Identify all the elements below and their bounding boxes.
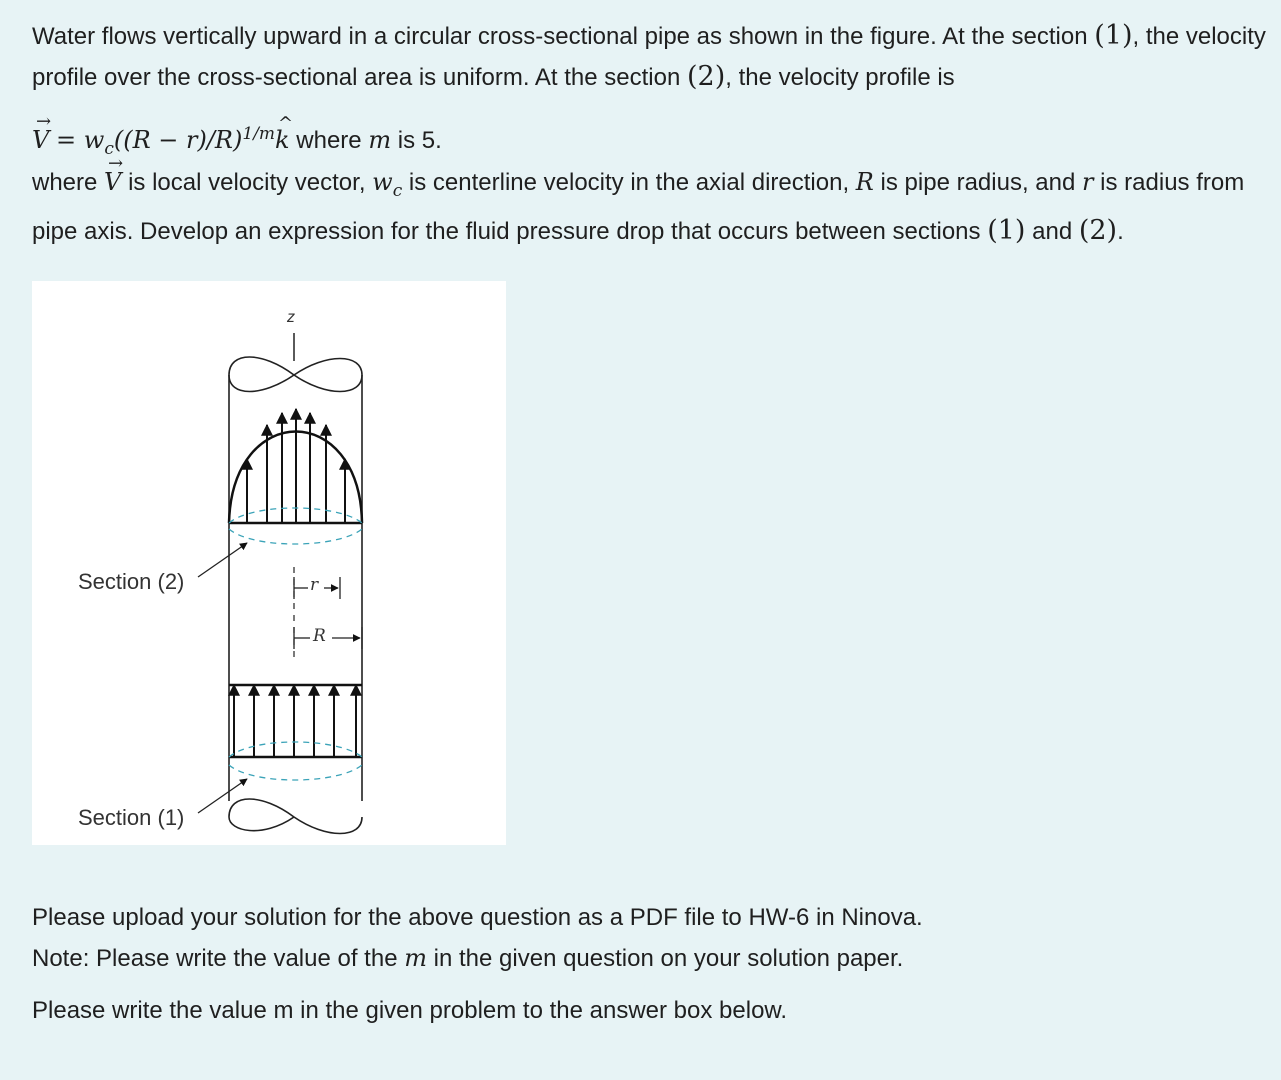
question-text: is pipe radius, and <box>880 169 1076 196</box>
section2-leader <box>198 543 247 577</box>
r-dimension-label: r <box>310 575 319 595</box>
section-ref: (1) <box>987 214 1026 246</box>
radius-symbol: r <box>1082 168 1094 196</box>
question-paragraph-1 <box>32 16 1272 98</box>
answer-box-instruction: Please write the value m in the given problem to the answer box below. <box>32 997 788 1024</box>
subscript-c: c <box>104 138 114 159</box>
centerline-velocity-symbol: w <box>83 126 105 154</box>
question-text: is radius from pipe axis. Develop an expression for the fluid pressure drop that occurs between sections <box>32 169 1245 245</box>
section-ref: (2) <box>1078 214 1118 246</box>
question-text: , the velocity profile over the cross-sectional area is uniform. At the section <box>32 23 1266 91</box>
section2-arrows <box>247 409 345 523</box>
question-paragraph-2: where → V is local velocity vector, $w_c$ is centerline velocity in the axial direction, R is pipe radius, and r is radius from pipe axis. Develop an expression for the fluid pressure drop that occurs between sections (1) and (2). <box>32 162 1272 252</box>
subscript-c: c <box>392 180 403 201</box>
question-text: is local velocity vector, <box>128 169 366 196</box>
equation-text: is 5. <box>397 127 442 154</box>
instructions <box>32 898 1272 1031</box>
section1-label: Section (1) <box>78 805 185 830</box>
pipe-bottom-break <box>229 799 362 834</box>
equation-text: where <box>296 127 362 154</box>
pipe-diagram <box>32 281 506 845</box>
z-axis-label: z <box>287 309 295 326</box>
equals-sign: = <box>56 126 84 154</box>
question-text: and <box>1032 217 1073 245</box>
equation-exponent: 1/m <box>242 124 276 144</box>
section-ref: (2) <box>686 61 726 92</box>
pipe-figure <box>32 281 506 845</box>
question-text: where <box>32 169 98 196</box>
note-instruction: Note: Please write the value of the m in the given question on your solution paper. <box>32 944 904 972</box>
section2-label: Section (2) <box>78 569 185 594</box>
question-text: , the velocity profile is <box>725 64 955 91</box>
velocity-vector-symbol: → V <box>104 162 121 202</box>
section-ref: (1) <box>1094 20 1133 51</box>
m-symbol: m <box>404 944 427 972</box>
equation-body: ((R − r)/R) <box>113 126 243 154</box>
unit-vector-k: ^ k <box>275 110 290 170</box>
pipe-radius-symbol: R <box>855 168 874 196</box>
R-dimension-label: R <box>313 626 326 646</box>
m-symbol: m <box>368 126 392 154</box>
centerline-velocity-symbol: w <box>372 168 393 196</box>
velocity-vector-symbol: → V <box>32 110 49 170</box>
section1-leader <box>198 779 247 813</box>
pipe-top-break <box>229 357 362 392</box>
question-text: Water flows vertically upward in a circular cross-sectional pipe as shown in the figure. At the section <box>32 23 1095 50</box>
question-text: is centerline velocity in the axial direction, <box>408 169 850 196</box>
upload-instruction: Please upload your solution for the above question as a PDF file to HW-6 in Ninova. <box>32 904 923 931</box>
